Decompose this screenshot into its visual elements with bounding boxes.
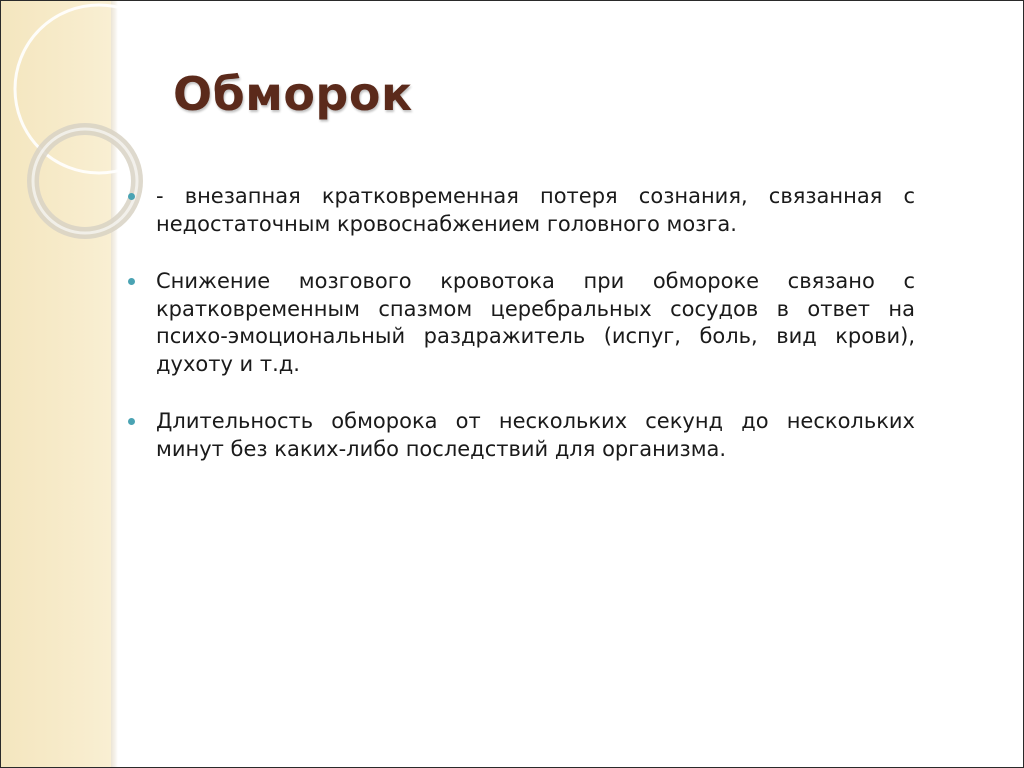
bullet-item — [125, 268, 915, 378]
bullet-item — [125, 408, 915, 463]
bullet-text: Длительность обморока от нескольких секунд до нескольких минут без каких-либо последствий для организма. — [156, 409, 915, 461]
decor-circle-small-inner — [33, 129, 137, 233]
bullet-list — [125, 183, 915, 493]
bullet-dot-icon — [128, 418, 135, 425]
bullet-dot-icon — [128, 278, 135, 285]
bullet-text: Снижение мозгового кровотока при обмороке связано с кратковременным спазмом церебральных сосудов в ответ на психо-эмоциональный раздражитель (испуг, боль, вид крови), духоту и т.д. — [156, 269, 915, 376]
bullet-text: - внезапная кратковременная потеря сознания, связанная с недостаточным кровоснабжением головного мозга. — [156, 184, 915, 236]
bullet-dot-icon — [128, 193, 135, 200]
bullet-item — [125, 183, 915, 238]
slide-title: Обморок — [173, 67, 413, 121]
